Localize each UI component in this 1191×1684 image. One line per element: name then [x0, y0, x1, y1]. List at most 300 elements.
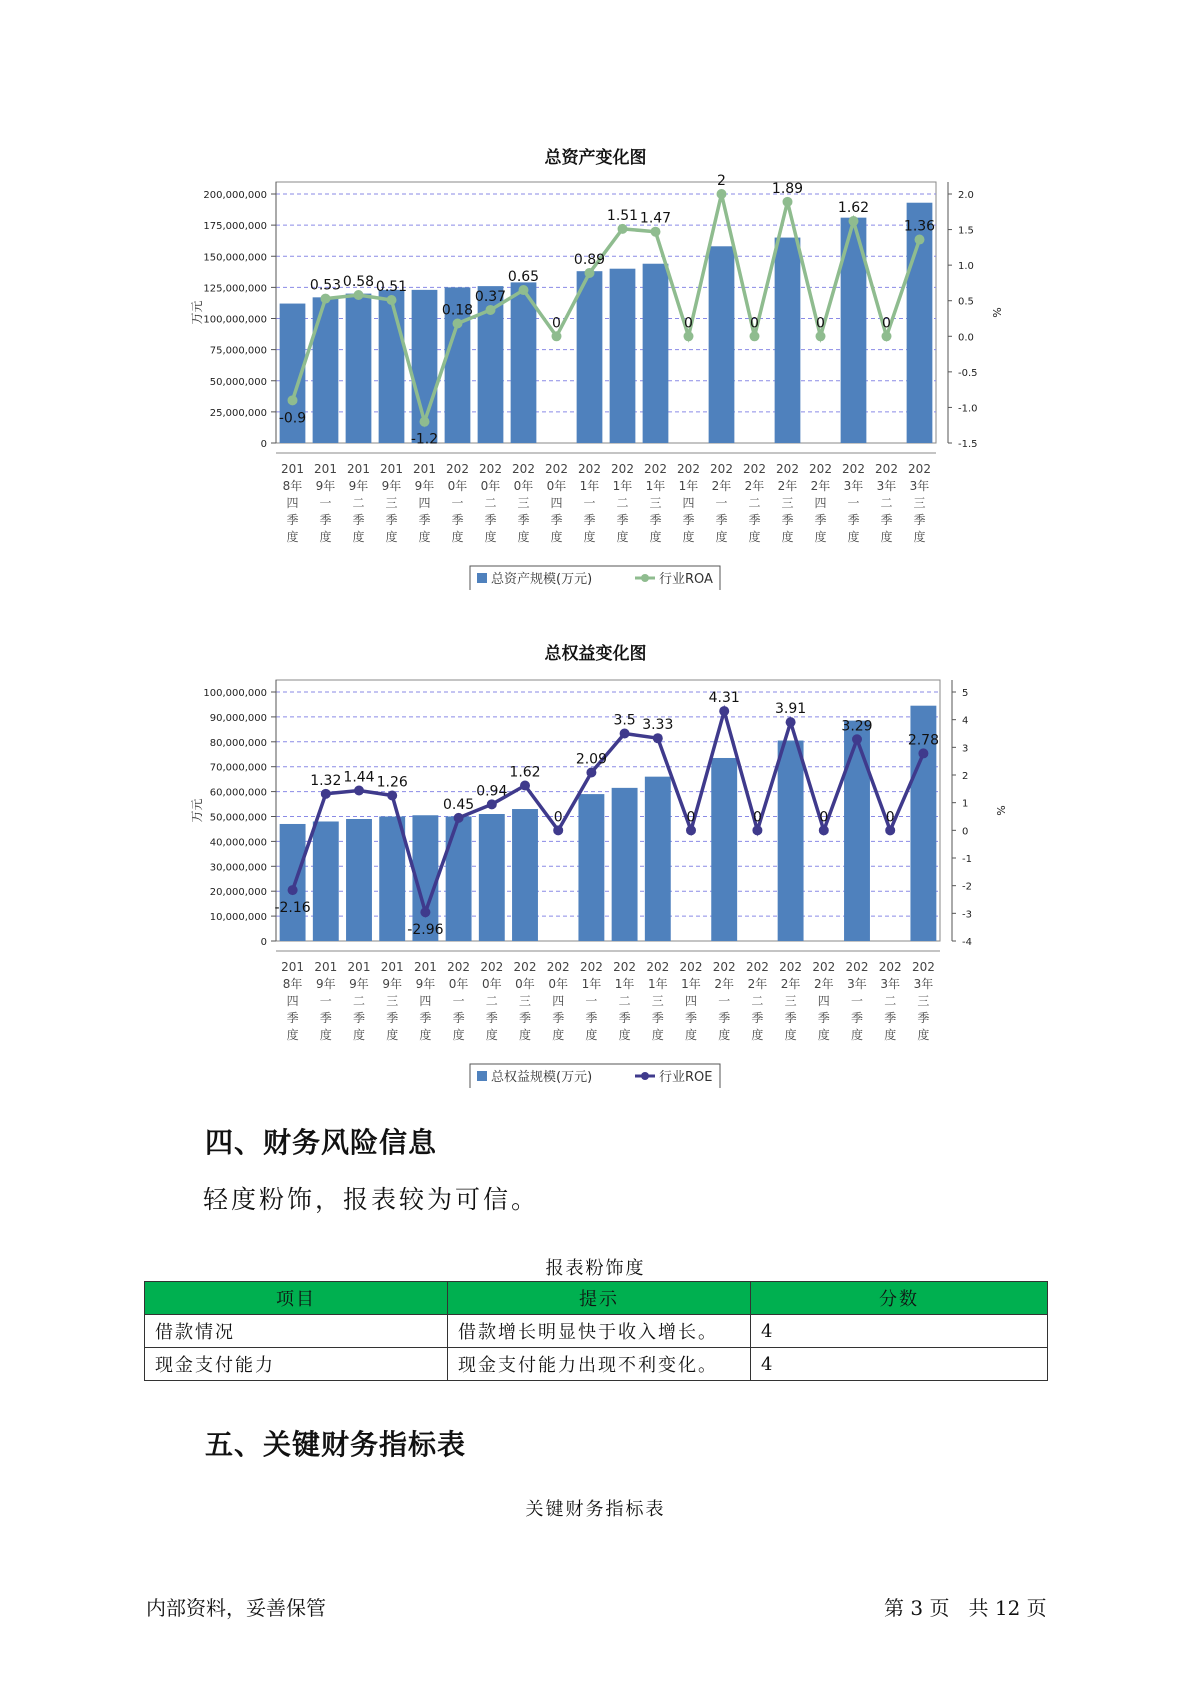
data-point [786, 717, 796, 727]
data-label: 3.91 [775, 701, 807, 718]
x-tick-label: 1年 [681, 977, 701, 991]
x-tick-label: 度 [485, 1028, 498, 1042]
data-label: 0.89 [573, 251, 606, 268]
table-row [145, 1348, 1048, 1381]
y2-tick-label: -2 [962, 881, 972, 893]
bar [512, 809, 538, 941]
bar [643, 264, 669, 443]
x-tick-label: 3年 [843, 479, 864, 493]
x-tick-label: 季 [517, 513, 530, 527]
x-tick-label: 9年 [348, 479, 369, 493]
data-point [354, 785, 364, 795]
data-label: 0.65 [507, 269, 540, 286]
x-tick-label: 202 [812, 960, 836, 974]
x-tick-label: 度 [517, 530, 530, 544]
x-tick-label: 9年 [381, 479, 402, 493]
x-tick-label: 季 [913, 513, 926, 527]
table-cell: 4 [751, 1315, 1048, 1348]
data-label: 2 [717, 173, 726, 189]
y2-axis-label: % [994, 805, 1007, 816]
x-tick-label: 季 [518, 1011, 532, 1025]
x-tick-label: 一 [452, 994, 465, 1008]
x-tick-label: 季 [817, 1011, 830, 1025]
y2-tick-label: 4 [962, 715, 969, 727]
x-tick-label: 季 [781, 513, 794, 527]
x-tick-label: 2年 [813, 977, 834, 991]
data-point [586, 768, 596, 778]
x-tick-label: 2年 [747, 977, 768, 991]
data-point [486, 305, 496, 315]
data-point [717, 189, 727, 199]
data-point [387, 790, 397, 800]
x-tick-label: 季 [352, 1011, 366, 1025]
x-tick-label: 四 [552, 994, 565, 1008]
x-tick-label: 1年 [645, 479, 666, 493]
x-tick-label: 度 [352, 530, 365, 544]
x-tick-label: 三 [518, 994, 532, 1008]
bar [446, 817, 472, 942]
data-label: 0.51 [375, 279, 408, 296]
x-tick-label: 度 [814, 530, 827, 544]
x-tick-label: 0年 [513, 479, 534, 493]
x-tick-label: 2年 [810, 479, 831, 493]
x-tick-label: 9年 [349, 977, 369, 991]
x-tick-label: 季 [684, 1011, 698, 1025]
bar [313, 297, 339, 443]
x-tick-label: 0年 [481, 977, 502, 991]
data-label: 0 [553, 809, 563, 826]
x-tick-label: 3年 [880, 977, 901, 991]
x-tick-label: 季 [385, 513, 398, 527]
x-tick-label: 202 [842, 462, 865, 476]
column-header: 分数 [751, 1282, 1048, 1315]
data-point [719, 706, 729, 716]
y2-axis-label: % [990, 307, 1003, 318]
x-tick-label: 3年 [847, 977, 867, 991]
y2-tick-label: 2.0 [958, 190, 974, 201]
x-tick-label: 度 [550, 530, 563, 544]
x-tick-label: 度 [781, 530, 794, 544]
x-tick-label: 度 [847, 530, 860, 544]
x-tick-label: 四 [682, 496, 695, 510]
data-point [783, 197, 793, 207]
x-tick-label: 201 [413, 462, 436, 476]
x-tick-label: 度 [880, 530, 893, 544]
x-tick-label: 四 [550, 496, 563, 510]
x-tick-label: 度 [319, 1028, 332, 1042]
x-tick-label: 季 [850, 1011, 864, 1025]
x-tick-label: 202 [845, 960, 869, 974]
x-tick-label: 季 [552, 1011, 565, 1025]
data-label: -0.9 [278, 410, 307, 427]
x-tick-label: 202 [513, 960, 537, 974]
data-label: 3.5 [613, 712, 636, 729]
bar [778, 741, 804, 941]
data-label: 0 [750, 315, 759, 332]
x-tick-label: 202 [446, 462, 469, 476]
data-point [653, 733, 663, 743]
table-cell: 现金支付能力 [145, 1348, 448, 1381]
bar [346, 819, 372, 941]
data-label: -2.16 [274, 900, 311, 917]
x-tick-label: 201 [347, 462, 370, 476]
data-point [651, 227, 661, 237]
data-label: 1.44 [343, 769, 375, 786]
x-tick-label: 1年 [612, 479, 633, 493]
x-tick-label: 季 [418, 513, 431, 527]
column-header: 项目 [145, 1282, 448, 1315]
x-tick-label: 度 [715, 530, 728, 544]
y-tick-label: 0 [260, 937, 267, 948]
x-tick-label: 9年 [414, 479, 435, 493]
x-tick-label: 度 [913, 530, 926, 544]
x-tick-label: 一 [850, 994, 864, 1008]
x-tick-label: 季 [748, 513, 761, 527]
plot-area [276, 680, 940, 941]
y-tick-label: 25,000,000 [209, 407, 267, 419]
x-tick-label: 202 [878, 960, 902, 974]
x-tick-label: 四 [419, 994, 432, 1008]
x-tick-label: 202 [545, 462, 568, 476]
data-label: 0 [552, 315, 561, 332]
data-point [620, 729, 630, 739]
data-label: 0.53 [309, 277, 342, 294]
total-assets-chart [0, 170, 1191, 590]
x-tick-label: 季 [884, 1011, 897, 1025]
x-tick-label: 3年 [909, 479, 930, 493]
x-tick-label: 1年 [579, 479, 600, 493]
x-tick-label: 季 [419, 1011, 432, 1025]
bar [775, 238, 801, 443]
data-label: -2.96 [407, 922, 444, 939]
data-point [686, 825, 696, 835]
y-axis-label: 万元 [190, 798, 204, 823]
y-tick-label: 50,000,000 [209, 812, 267, 824]
data-point [454, 813, 464, 823]
x-tick-label: 9年 [382, 977, 403, 991]
x-tick-label: 三 [649, 496, 662, 510]
x-tick-label: 季 [651, 1011, 664, 1025]
y-tick-label: 40,000,000 [209, 837, 267, 849]
bar [709, 246, 735, 443]
table-row [145, 1315, 1048, 1348]
data-label: 0 [686, 809, 696, 826]
x-tick-label: 季 [718, 1011, 731, 1025]
x-tick-label: 度 [451, 530, 464, 544]
data-point [849, 216, 859, 226]
x-tick-label: 四 [684, 994, 698, 1008]
x-tick-label: 度 [385, 530, 398, 544]
y-tick-label: 20,000,000 [209, 887, 267, 899]
legend-bar-swatch [477, 1071, 487, 1081]
data-point [852, 734, 862, 744]
x-tick-label: 202 [646, 960, 670, 974]
legend-line-label: 行业ROA [659, 572, 713, 587]
data-point [915, 235, 925, 245]
data-label: 0 [684, 315, 693, 332]
x-tick-label: 度 [352, 1028, 366, 1042]
y-tick-label: 70,000,000 [209, 762, 267, 774]
bar [479, 814, 505, 941]
y2-tick-label: -1.0 [958, 403, 978, 415]
key-metrics-caption: 关键财务指标表 [525, 1499, 666, 1520]
risk-table [144, 1281, 1048, 1381]
data-label: 1.47 [639, 210, 672, 227]
x-tick-label: 202 [613, 960, 637, 974]
x-tick-label: 度 [784, 1028, 797, 1042]
x-tick-label: 季 [485, 1011, 498, 1025]
x-tick-label: 2年 [744, 479, 765, 493]
data-label: 0.58 [342, 274, 375, 291]
y-axis-label: 万元 [190, 300, 204, 325]
x-tick-label: 度 [917, 1028, 930, 1042]
data-point [520, 781, 530, 791]
x-tick-label: 202 [809, 462, 832, 476]
table-cell: 现金支付能力出现不利变化。 [448, 1348, 751, 1381]
data-point [321, 294, 331, 304]
x-tick-label: 一 [583, 496, 596, 510]
table-cell: 借款增长明显快于收入增长。 [448, 1315, 751, 1348]
data-label: 1.51 [606, 207, 639, 224]
x-tick-label: 季 [847, 513, 860, 527]
x-tick-label: 一 [715, 496, 728, 510]
x-tick-label: 季 [618, 1011, 631, 1025]
y2-tick-label: 0.0 [958, 332, 974, 344]
data-label: 1.89 [771, 180, 804, 197]
y-tick-label: 75,000,000 [209, 345, 267, 357]
data-label: 1.62 [837, 200, 870, 217]
x-tick-label: 一 [319, 994, 332, 1008]
data-label: 2.78 [907, 732, 939, 749]
y-tick-label: 125,000,000 [203, 283, 267, 295]
x-tick-label: 度 [649, 530, 662, 544]
x-tick-label: 度 [850, 1028, 864, 1042]
data-point [882, 331, 892, 341]
x-tick-label: 二 [748, 496, 761, 510]
x-tick-label: 四 [286, 994, 299, 1008]
x-tick-label: 202 [611, 462, 634, 476]
x-tick-label: 0年 [480, 479, 501, 493]
x-tick-label: 一 [585, 994, 598, 1008]
x-tick-label: 三 [651, 994, 664, 1008]
y2-tick-label: 3 [962, 743, 969, 755]
table-header-row [145, 1282, 1048, 1315]
x-tick-label: 三 [386, 994, 399, 1008]
y2-tick-label: 0.5 [958, 296, 974, 308]
x-tick-label: 季 [550, 513, 563, 527]
bar [844, 721, 870, 941]
x-tick-label: 201 [281, 960, 305, 974]
data-label: -1.2 [410, 431, 439, 448]
x-tick-label: 度 [386, 1028, 399, 1042]
data-point [618, 224, 628, 234]
x-tick-label: 201 [413, 960, 437, 974]
data-point [288, 395, 298, 405]
total-equity-chart [0, 668, 1191, 1088]
x-tick-label: 0年 [448, 977, 469, 991]
x-tick-label: 二 [884, 994, 897, 1008]
x-tick-label: 2年 [711, 479, 732, 493]
x-tick-label: 季 [751, 1011, 764, 1025]
x-tick-label: 季 [451, 513, 464, 527]
data-label: 0 [882, 315, 891, 332]
data-label: 1.36 [903, 218, 936, 235]
x-tick-label: 0年 [515, 977, 535, 991]
y2-tick-label: 5 [962, 688, 969, 699]
legend-line-label: 行业ROE [659, 1070, 713, 1085]
footer-page-number: 第 3 页 共 12 页 [884, 1596, 1047, 1620]
y2-tick-label: 1 [962, 798, 969, 810]
x-tick-label: 9年 [315, 479, 336, 493]
data-label: 0 [885, 809, 895, 826]
x-tick-label: 201 [380, 462, 403, 476]
x-tick-label: 度 [419, 1028, 432, 1042]
data-point [885, 825, 895, 835]
bar [280, 824, 306, 941]
data-point [288, 885, 298, 895]
x-tick-label: 2年 [714, 977, 735, 991]
data-point [819, 825, 829, 835]
x-tick-label: 202 [578, 462, 601, 476]
x-tick-label: 季 [715, 513, 728, 527]
table-cell: 借款情况 [145, 1315, 448, 1348]
table-cell: 4 [751, 1348, 1048, 1381]
data-point [519, 285, 529, 295]
y-tick-label: 200,000,000 [203, 190, 267, 201]
x-tick-label: 202 [579, 960, 603, 974]
x-tick-label: 二 [485, 994, 498, 1008]
x-tick-label: 度 [748, 530, 761, 544]
y-tick-label: 100,000,000 [203, 688, 267, 699]
x-tick-label: 季 [583, 513, 596, 527]
bar [379, 817, 405, 942]
section4-heading: 四、财务风险信息 [205, 1126, 438, 1159]
x-tick-label: 季 [585, 1011, 598, 1025]
bar [578, 794, 604, 941]
bar [511, 282, 537, 443]
data-label: 3.33 [642, 717, 674, 734]
bar [711, 758, 737, 941]
x-tick-label: 二 [616, 496, 629, 510]
legend-line-marker [641, 1072, 649, 1080]
data-label: 0.37 [474, 288, 507, 305]
x-tick-label: 202 [745, 960, 769, 974]
data-point [552, 331, 562, 341]
data-label: 4.31 [708, 690, 740, 707]
y-tick-label: 0 [260, 439, 267, 450]
y2-tick-label: 2 [962, 771, 969, 782]
risk-summary: 轻度粉饰，报表较为可信。 [203, 1185, 540, 1214]
x-tick-label: 三 [517, 496, 530, 510]
x-tick-label: 二 [352, 496, 365, 510]
x-tick-label: 202 [776, 462, 799, 476]
x-tick-label: 3年 [913, 977, 934, 991]
x-tick-label: 三 [385, 496, 398, 510]
x-tick-label: 季 [352, 513, 365, 527]
x-tick-label: 201 [281, 462, 304, 476]
x-tick-label: 202 [644, 462, 667, 476]
x-tick-label: 度 [817, 1028, 830, 1042]
x-tick-label: 季 [286, 1011, 299, 1025]
legend-bar-swatch [477, 573, 487, 583]
y-tick-label: 150,000,000 [203, 252, 267, 264]
x-tick-label: 一 [718, 994, 731, 1008]
x-tick-label: 度 [518, 1028, 532, 1042]
x-tick-label: 二 [618, 994, 631, 1008]
x-tick-label: 三 [917, 994, 930, 1008]
x-tick-label: 9年 [415, 977, 436, 991]
data-point [420, 417, 430, 427]
bar [379, 290, 405, 443]
x-tick-label: 季 [484, 513, 497, 527]
x-tick-label: 度 [484, 530, 497, 544]
bar [612, 788, 638, 941]
data-point [420, 907, 430, 917]
x-tick-label: 度 [319, 530, 332, 544]
x-tick-label: 8年 [282, 479, 303, 493]
x-tick-label: 季 [649, 513, 662, 527]
data-point [684, 331, 694, 341]
y2-tick-label: 1.5 [958, 225, 974, 237]
data-label: 1.62 [509, 764, 541, 781]
x-tick-label: 度 [286, 1028, 299, 1042]
data-point [553, 825, 563, 835]
x-tick-label: 度 [718, 1028, 731, 1042]
y2-tick-label: -1.5 [958, 439, 978, 450]
y2-tick-label: -4 [962, 937, 972, 948]
data-label: 0.18 [441, 302, 474, 319]
x-tick-label: 2年 [777, 479, 798, 493]
section5-heading: 五、关键财务指标表 [205, 1428, 467, 1461]
x-tick-label: 202 [512, 462, 535, 476]
x-tick-label: 度 [682, 530, 695, 544]
x-tick-label: 201 [380, 960, 404, 974]
legend-bar-label: 总资产规模(万元) [491, 572, 593, 587]
equity-chart-title: 总权益变化图 [544, 644, 647, 664]
data-point [752, 825, 762, 835]
x-tick-label: 202 [743, 462, 766, 476]
x-tick-label: 一 [319, 496, 332, 510]
x-tick-label: 201 [314, 960, 338, 974]
x-tick-label: 三 [781, 496, 794, 510]
bar [313, 821, 339, 941]
y-tick-label: 30,000,000 [209, 862, 267, 874]
data-label: 0.94 [476, 783, 508, 800]
risk-table-caption: 报表粉饰度 [545, 1258, 646, 1279]
x-tick-label: 季 [917, 1011, 930, 1025]
x-tick-label: 度 [583, 530, 596, 544]
x-tick-label: 0年 [546, 479, 567, 493]
x-tick-label: 三 [784, 994, 797, 1008]
data-label: 0 [816, 315, 825, 332]
x-tick-label: 1年 [678, 479, 699, 493]
y-tick-label: 80,000,000 [209, 737, 267, 749]
x-tick-label: 季 [452, 1011, 465, 1025]
x-tick-label: 201 [347, 960, 371, 974]
x-tick-label: 度 [651, 1028, 664, 1042]
x-tick-label: 二 [751, 994, 764, 1008]
x-tick-label: 四 [817, 994, 830, 1008]
x-tick-label: 202 [712, 960, 736, 974]
x-tick-label: 8年 [282, 977, 303, 991]
legend-bar-label: 总权益规模(万元) [491, 1070, 593, 1085]
x-tick-label: 季 [784, 1011, 797, 1025]
data-label: 0 [819, 809, 829, 826]
x-tick-label: 度 [418, 530, 431, 544]
x-tick-label: 202 [480, 960, 504, 974]
x-tick-label: 二 [352, 994, 366, 1008]
x-tick-label: 三 [913, 496, 926, 510]
